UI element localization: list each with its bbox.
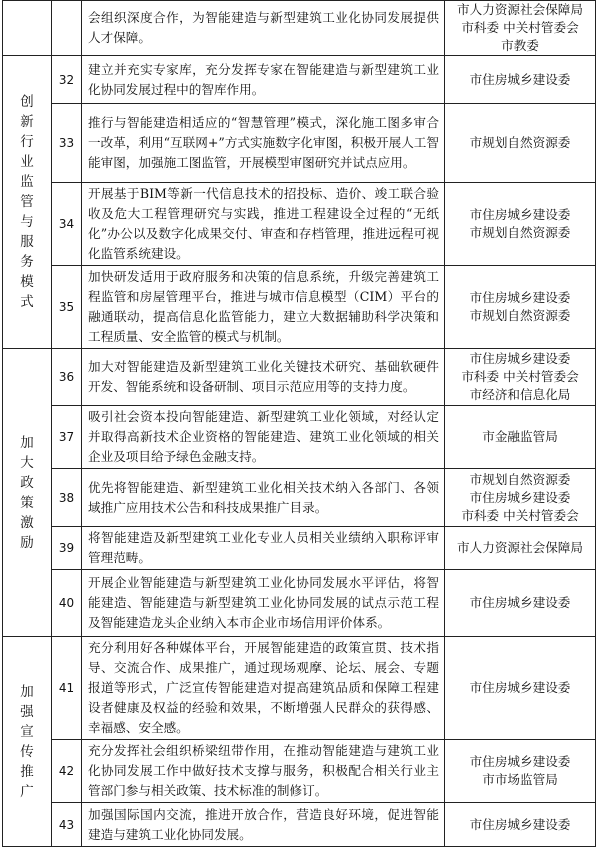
task-text: 加快研发适用于政府服务和决策的信息系统，升级完善建筑工程监管和房屋管理平台，推进与城市信息模型（CIM）平台的融通联动，提高信息化监管能力，建立大数据辅助科学决策和工程质量、安全监管的模式与机制。 (82, 266, 445, 349)
category-cell (3, 637, 52, 847)
dept-cell (445, 406, 596, 469)
dept-name: 市科委 中关村管委会 (461, 507, 579, 523)
dept-name: 市人力资源社会保障局 (457, 540, 583, 555)
dept-cell (445, 1, 596, 56)
table-row (3, 266, 596, 349)
row-number (52, 1, 82, 56)
table-row (3, 1, 596, 56)
dept-name: 市经济和信息化局 (469, 387, 571, 402)
dept-name: 市住房城乡建设委 (469, 489, 571, 505)
dept-name: 市规划自然资源委 (469, 308, 571, 323)
task-text: 加大对智能建造及新型建筑工业化关键技术研究、基础软硬件开发、智能系统和设备研制、项目示范应用等的支持力度。 (82, 349, 445, 406)
row-number: 37 (52, 406, 82, 469)
task-text: 优先将智能建造、新型建筑工业化相关技术纳入各部门、各领域推广应用技术公告和科技成果推广目录。 (82, 469, 445, 527)
row-number: 33 (52, 104, 82, 183)
category-label: 加大政策激励 (20, 434, 34, 551)
dept-cell (445, 469, 596, 527)
dept-name: 市住房城乡建设委 (469, 207, 571, 222)
task-text: 会组织深度合作，为智能建造与新型建筑工业化协同发展提供人才保障。 (82, 1, 445, 56)
dept-name: 市住房城乡建设委 (469, 71, 571, 87)
dept-name: 市住房城乡建设委 (469, 680, 571, 695)
task-text: 推行与智能建造相适应的“智慧管理”模式，深化施工图多审合一改革，利用“互联网+”方式实施数字化审图，积极开展人工智能审图，加强施工图监管，开展模型审图研究并试点应用。 (82, 104, 445, 183)
table-row (3, 406, 596, 469)
table-row (3, 349, 596, 406)
dept-cell (445, 637, 596, 740)
dept-cell (445, 740, 596, 803)
row-number: 32 (52, 56, 82, 104)
row-number: 39 (52, 527, 82, 570)
row-number: 38 (52, 469, 82, 527)
task-text: 吸引社会资本投向智能建造、新型建筑工业化领域，对经认定并取得高新技术企业资格的智能建造、建筑工业化领域的相关企业及项目给予绿色金融支持。 (82, 406, 445, 469)
table-row (3, 740, 596, 803)
task-text: 将智能建造及新型建筑工业化专业人员相关业绩纳入职称评审管理范畴。 (82, 527, 445, 570)
row-number: 42 (52, 740, 82, 803)
dept-name: 市教委 (501, 38, 539, 53)
dept-name: 市规划自然资源委 (469, 225, 571, 240)
table-row (3, 527, 596, 570)
category-cell (3, 56, 52, 349)
dept-cell (445, 266, 596, 349)
dept-name: 市市场监管局 (482, 772, 558, 787)
row-number: 36 (52, 349, 82, 406)
row-number: 34 (52, 183, 82, 266)
dept-name: 市金融监管局 (482, 429, 558, 444)
task-text: 充分利用好各种媒体平台，开展智能建造的政策宣贯、技术指导、交流合作、成果推广，通过现场观摩、论坛、展会、专题报道等形式，广泛宣传智能建造对提高建筑品质和保障工程建设者健康及权益的经验和效果，不断增强人民群众的获得感、幸福感、安全感。 (82, 637, 445, 740)
table-row (3, 570, 596, 637)
dept-name: 市科委 中关村管委会 (461, 20, 579, 35)
dept-name: 市住房城乡建设委 (469, 595, 571, 610)
category-cell-empty (3, 1, 52, 56)
task-text: 建立并充实专家库，充分发挥专家在智能建造与新型建筑工业化协同发展过程中的智库作用。 (82, 56, 445, 104)
row-number: 43 (52, 803, 82, 847)
task-text: 加强国际国内交流，推进开放合作，营造良好环境，促进智能建造与建筑工业化协同发展。 (82, 803, 445, 847)
row-number: 35 (52, 266, 82, 349)
table-row (3, 56, 596, 104)
task-text: 开展基于BIM等新一代信息技术的招投标、造价、竣工联合验收及危大工程管理研究与实践，推进工程建设全过程的“无纸化”办公以及数字化成果交付、审查和存档管理，推进远程可视化监管系统建设。 (82, 183, 445, 266)
dept-cell (445, 527, 596, 570)
dept-name: 市住房城乡建设委 (469, 754, 571, 769)
dept-cell (445, 349, 596, 406)
table-row (3, 637, 596, 740)
dept-name: 市住房城乡建设委 (469, 351, 571, 366)
category-label: 创新行业监管与服务模式 (20, 94, 34, 310)
table-row (3, 183, 596, 266)
dept-name: 市规划自然资源委 (469, 135, 571, 150)
dept-cell (445, 56, 596, 104)
dept-name: 市住房城乡建设委 (469, 290, 571, 305)
dept-name: 市科委 中关村管委会 (461, 369, 579, 384)
row-number: 40 (52, 570, 82, 637)
dept-cell (445, 570, 596, 637)
row-number: 41 (52, 637, 82, 740)
dept-name: 市人力资源社会保障局 (457, 2, 583, 17)
dept-cell (445, 104, 596, 183)
table-row (3, 469, 596, 527)
dept-cell (445, 183, 596, 266)
category-label: 加强宣传推广 (20, 683, 34, 800)
dept-name: 市住房城乡建设委 (469, 816, 571, 832)
task-text: 充分发挥社会组织桥梁纽带作用，在推动智能建造与建筑工业化协同发展工作中做好技术支撑与服务，积极配合相关行业主管部门参与相关政策、技术标准的制修订。 (82, 740, 445, 803)
task-text: 开展企业智能建造与新型建筑工业化协同发展水平评估，将智能建造、智能建造与新型建筑工业化协同发展的试点示范工程及智能建造龙头企业纳入本市企业市场信用评价体系。 (82, 570, 445, 637)
task-table (2, 0, 596, 847)
dept-name: 市规划自然资源委 (469, 471, 571, 487)
category-cell (3, 349, 52, 637)
table-row (3, 104, 596, 183)
